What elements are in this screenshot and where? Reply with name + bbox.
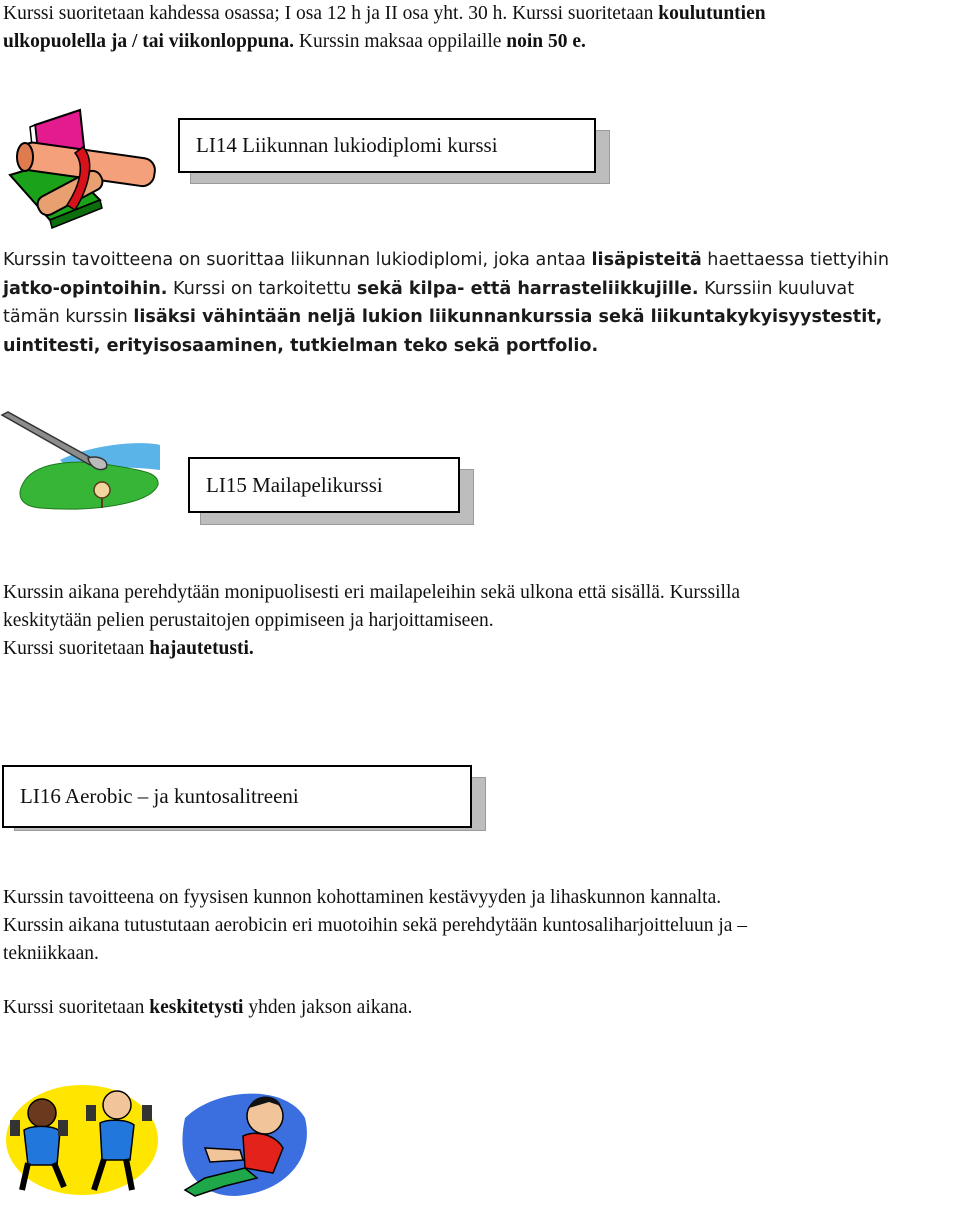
li14-text-4: Kurssiin kuuluvat	[698, 278, 855, 299]
li16-text-2: Kurssin aikana tutustutaan aerobicin eri muotoihin sekä perehdytään kuntosaliharjoitteluun ja –	[3, 915, 748, 936]
intro-bold-1: koulutuntien	[658, 3, 766, 24]
intro-text-1: Kurssi suoritetaan kahdessa osassa; I osa 12 h ja II osa yht. 30 h. Kurssi suoritetaan	[3, 3, 659, 24]
intro-bold-2: ulkopuolella ja / tai viikonloppuna.	[3, 31, 294, 52]
li16-description	[3, 884, 747, 968]
li15-bold-1: hajautetusti.	[149, 638, 254, 659]
li15-text-2: keskitytään pelien perustaitojen oppimiseen ja harjoittamiseen.	[3, 610, 494, 631]
li14-text-3: Kurssi on tarkoitettu	[167, 278, 357, 299]
li14-bold-1: lisäpisteitä	[591, 250, 702, 270]
intro-bold-3: noin 50 e.	[506, 31, 586, 52]
intro-text	[3, 0, 766, 56]
li14-bold-2: jatko-opintoihin.	[3, 278, 168, 299]
li14-text-5: tämän kurssin	[3, 307, 134, 327]
resting-man-image	[165, 1078, 315, 1203]
li14-bold-4: lisäksi vähintään neljä lukion liikunnankurssia sekä liikuntakykyisyystestit,	[133, 307, 883, 327]
books-diploma-image	[5, 105, 160, 230]
dumbbell-exercisers-image	[2, 1075, 162, 1200]
li16-text-5: yhden jakson aikana.	[243, 997, 413, 1018]
li16-schedule	[3, 994, 412, 1022]
li14-bold-5: uintitesti, erityisosaaminen, tutkielman teko sekä portfolio.	[3, 335, 599, 356]
li14-text-2: haettaessa tiettyihin	[701, 250, 890, 270]
intro-text-2: Kurssin maksaa oppilaille	[293, 31, 507, 52]
li15-heading: LI15 Mailapelikurssi	[188, 457, 460, 513]
li16-bold-1: keskitetysti	[149, 997, 244, 1018]
li14-description	[3, 246, 889, 360]
li15-text-1: Kurssin aikana perehdytään monipuolisesti eri mailapeleihin sekä ulkona että sisällä. Kurssilla	[3, 582, 741, 603]
li15-description	[3, 579, 740, 663]
li14-text-1: Kurssin tavoitteena on suorittaa liikunnan lukiodiplomi, joka antaa	[3, 250, 592, 270]
li14-heading: LI14 Liikunnan lukiodiplomi kurssi	[178, 118, 596, 173]
li15-text-3: Kurssi suoritetaan	[3, 638, 150, 659]
li16-text-1: Kurssin tavoitteena on fyysisen kunnon kohottaminen kestävyyden ja lihaskunnon kannalta.	[3, 887, 722, 908]
li14-bold-3: sekä kilpa- että harrasteliikkujille.	[356, 278, 699, 299]
li16-heading: LI16 Aerobic – ja kuntosalitreeni	[2, 765, 472, 828]
li16-text-3: tekniikkaan.	[3, 943, 99, 964]
li16-text-4: Kurssi suoritetaan	[3, 997, 150, 1018]
golf-image	[0, 410, 165, 515]
